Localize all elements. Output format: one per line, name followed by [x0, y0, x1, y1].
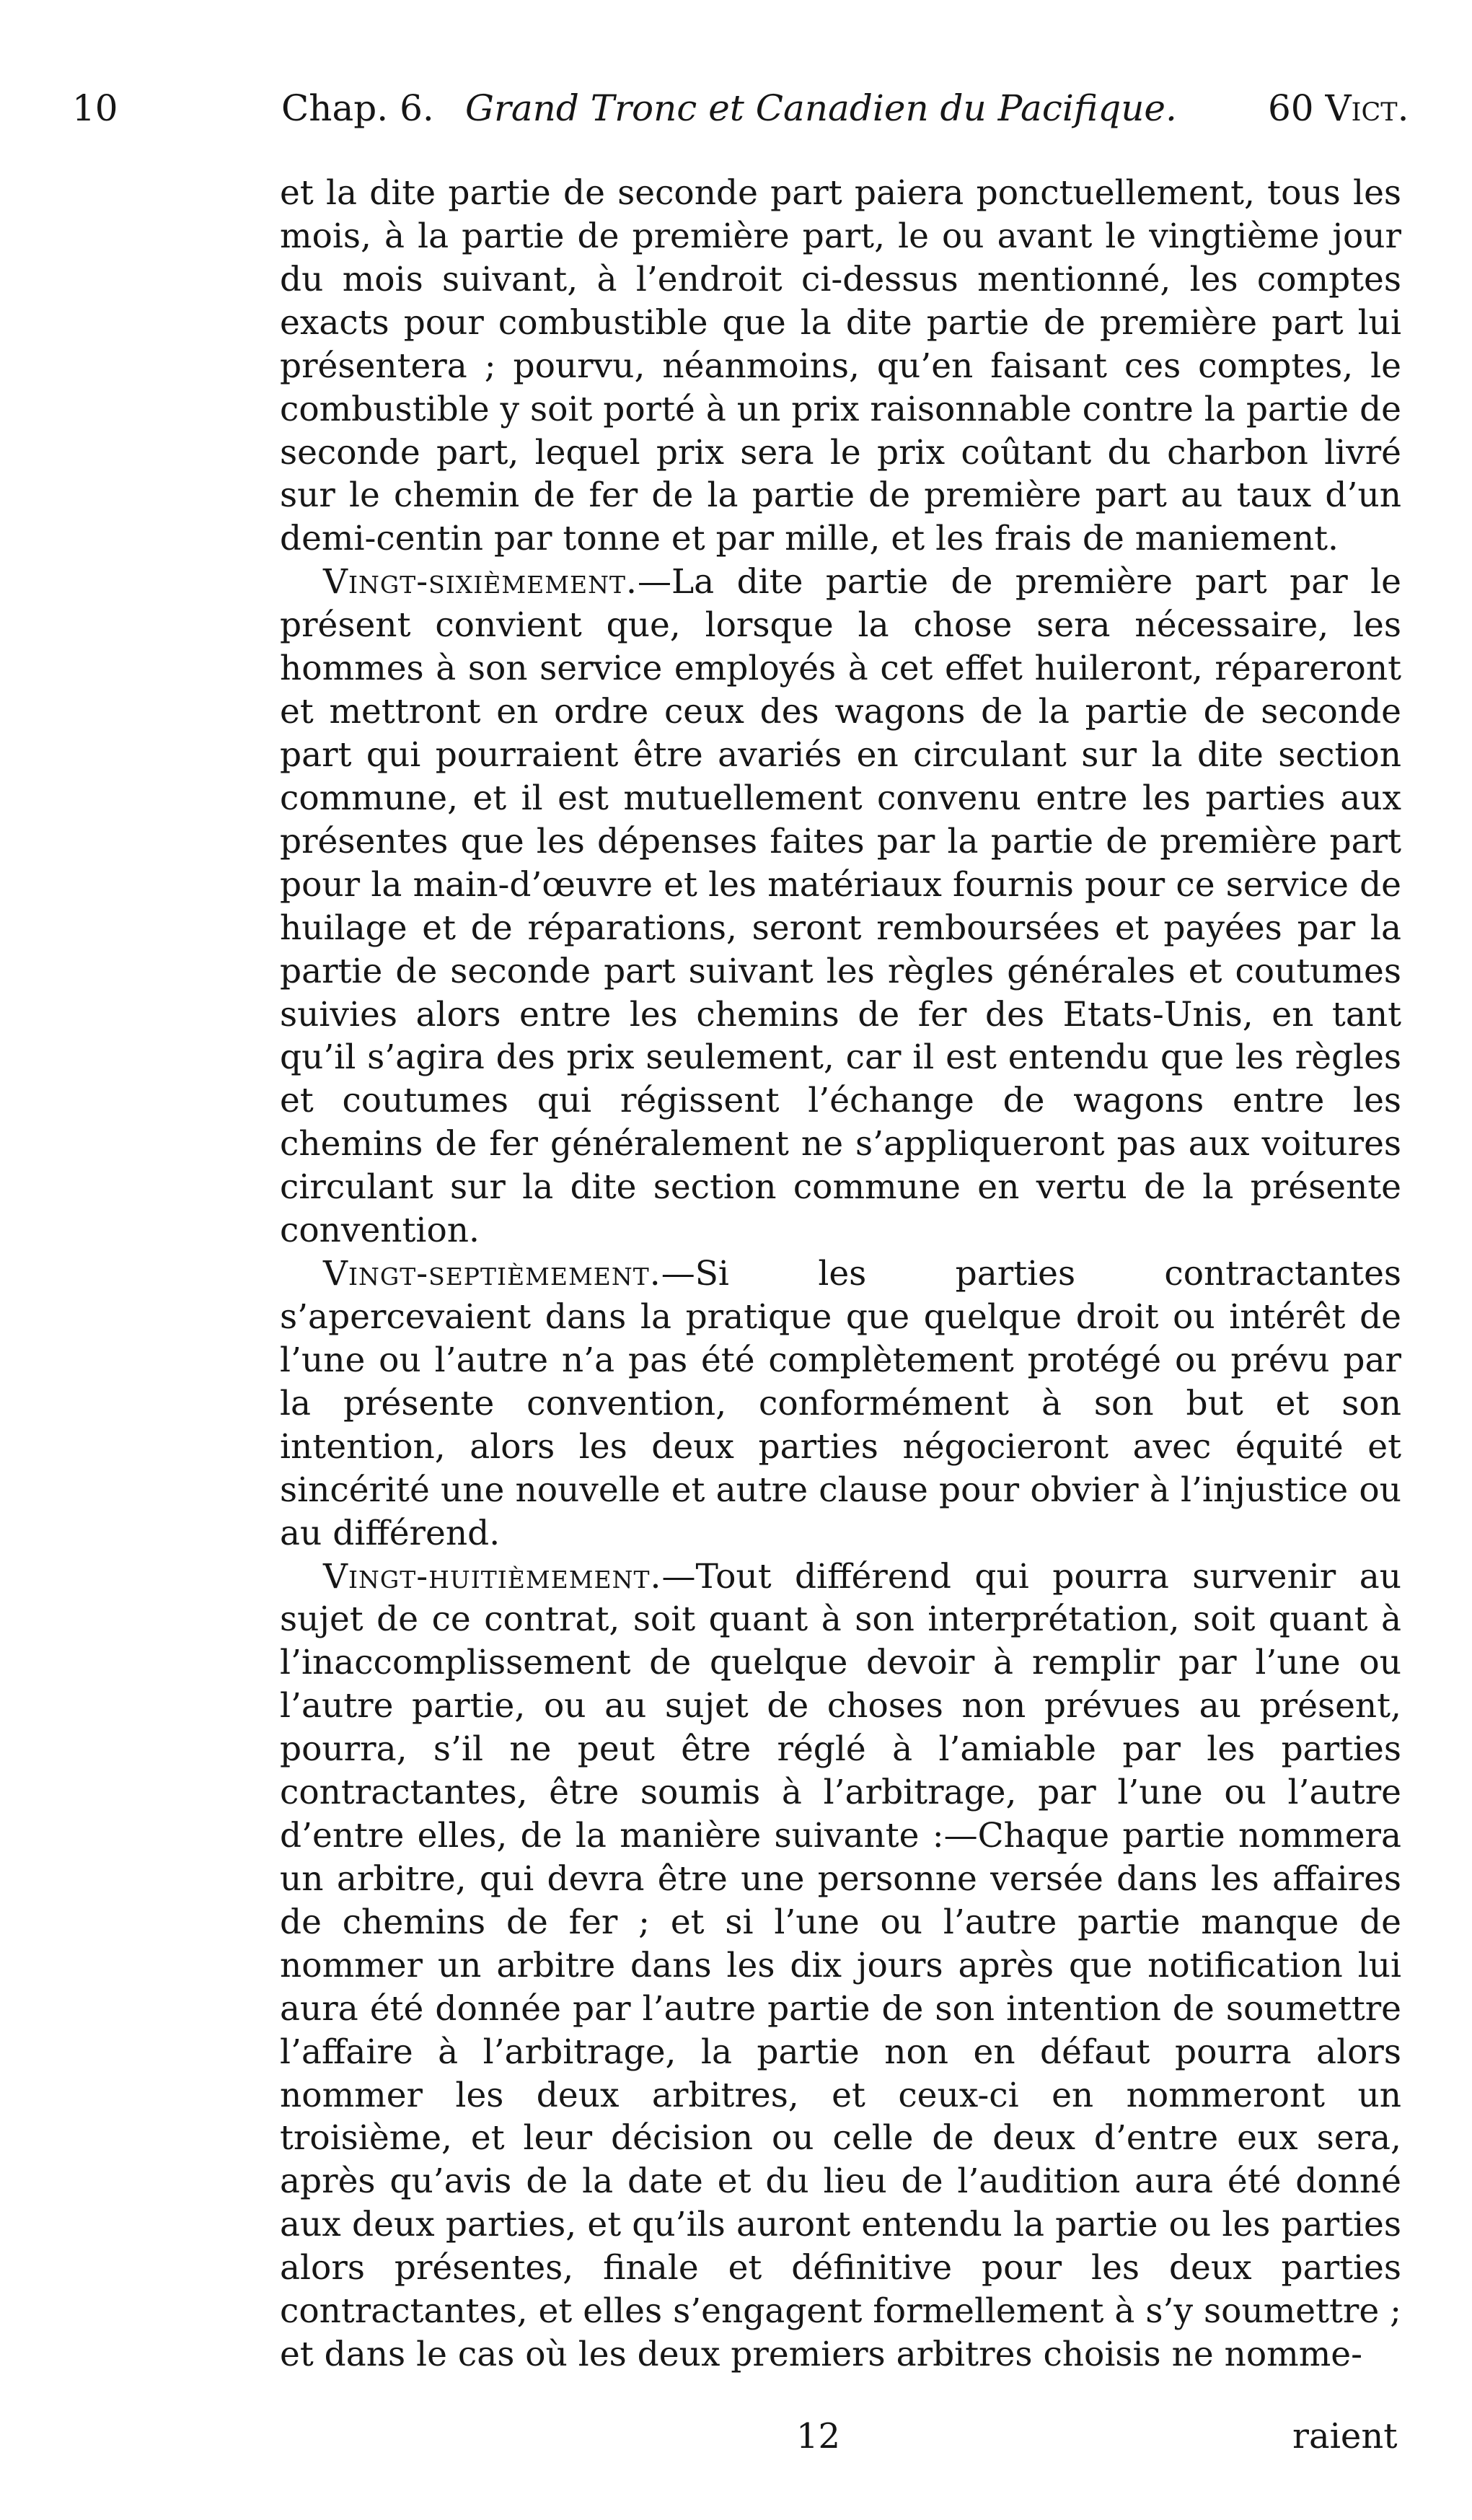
paragraph — [280, 172, 1401, 561]
signature-mark: 12 — [796, 2416, 841, 2457]
paragraph — [280, 1252, 1401, 1555]
paragraph-text: —La dite partie de première part par le présent convient que, lorsque la chose sera nécessaire, les hommes à son service employés à cet effet huileront, répareront et mettront en ordre ceux des wagons de la partie de seconde part qui pourraient être avariés en circulant sur la dite section commune, et il est mutuellement convenu entre les parties aux présentes que les dépenses faites par la partie de première part pour la main-d’œuvre et les matériaux fournis pour ce service de huilage et de réparations, seront remboursées et payées par la partie de seconde part suivant les règles générales et coutumes suivies alors entre les chemins de fer des Etats-Unis, en tant qu’il s’agira des prix seulement, car il est entendu que les règles et coutumes qui régissent l’échange de wagons entre les chemins de fer généralement ne s’appliqueront pas aux voitures circulant sur la dite section commune en vertu de la présente convention. — [280, 562, 1401, 1251]
regnal-year — [1268, 85, 1409, 131]
paragraph-text: —Si les parties contractantes s’apercevaient dans la pratique que quelque droit ou intérêt de l’une ou l’autre n’a pas été complètement protégé ou prévu par la présente convention, conformément à son but et son intention, alors les deux parties négocieront avec équité et sincérité une nouvelle et autre clause pour obvier à l’injustice ou au différend. — [280, 1254, 1401, 1553]
paragraph-text: —Tout différend qui pourra survenir au sujet de ce contrat, soit quant à son interprétation, soit quant à l’inaccomplissement de quelque devoir à remplir par l’une ou l’autre partie, ou au sujet de choses non prévues au présent, pourra, s’il ne peut être réglé à l’amiable par les parties contractantes, être soumis à l’arbitrage, par l’une ou l’autre d’entre elles, de la manière suivante :—Chaque partie nommera un arbitre, qui devra être une personne versée dans les affaires de chemins de fer ; et si l’une ou l’autre partie manque de nommer un arbitre dans les dix jours après que notification lui aura été donnée par l’autre partie de son intention de soumettre l’affaire à l’arbitrage, la partie non en défaut pourra alors nommer les deux arbitres, et ceux-ci en nommeront un troisième, et leur décision ou celle de deux d’entre eux sera, après qu’avis de la date et du lieu de l’audition aura été donné aux deux parties, et qu’ils auront entendu la partie ou les parties alors présentes, finale et définitive pour les deux parties contractantes, et elles s’engagent formellement à s’y soumettre ; et dans le cas où les deux premiers arbitres choisis ne nomme- — [280, 1556, 1401, 2375]
body-text — [280, 172, 1401, 2376]
paragraph-lead: Vingt-huitièmement. — [323, 1556, 662, 1597]
catchword: raient — [1292, 2416, 1398, 2457]
regnal-year-suffix: ict. — [1351, 87, 1409, 129]
running-title: Grand Tronc et Canadien du Pacifique. — [465, 87, 1177, 129]
chapter-label: Chap. 6. — [281, 87, 434, 129]
paragraph — [280, 561, 1401, 1252]
paragraph-text: et la dite partie de seconde part paiera ponctuellement, tous les mois, à la partie de première part, le ou avant le vingtième jour du mois suivant, à l’endroit ci-dessus mentionné, les comptes exacts pour combustible que la dite partie de première part lui présentera ; pourvu, néanmoins, qu’en faisant ces comptes, le combustible y soit porté à un prix raisonnable contre la partie de seconde part, lequel prix sera le prix coûtant du charbon livré sur le chemin de fer de la partie de première part au taux d’un demi-centin par tonne et par mille, et les frais de maniement. — [280, 173, 1401, 559]
paragraph — [280, 1555, 1401, 2377]
regnal-year-prefix: 60 V — [1268, 87, 1352, 129]
paragraph-lead: Vingt-septièmement. — [323, 1254, 661, 1294]
page-number: 10 — [72, 87, 118, 129]
paragraph-lead: Vingt-sixièmement. — [323, 562, 638, 602]
